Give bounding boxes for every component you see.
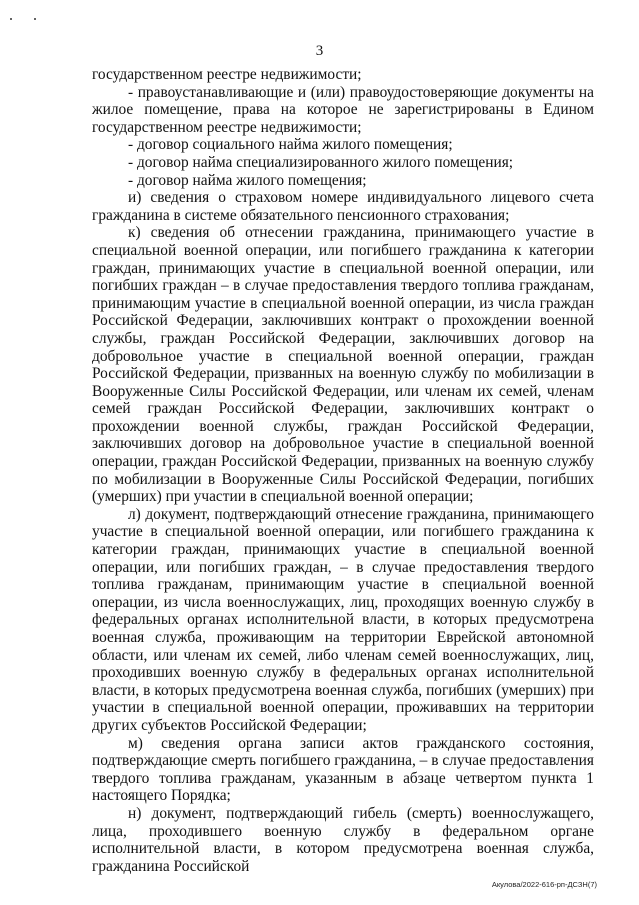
scan-speck [34, 18, 36, 20]
paragraph: и) сведения о страховом номере индивидуального лицевого счета гражданина в системе обязательного пенсионного страхования; [92, 189, 594, 224]
document-body [92, 66, 594, 875]
paragraph: - договор социального найма жилого помещения; [128, 136, 453, 154]
paragraph: - договор найма специализированного жилого помещения; [128, 153, 514, 171]
footer-document-code: Акулова/2022-616-рп-ДСЗН(7) [491, 880, 597, 889]
paragraph: к) сведения об отнесении гражданина, принимающего участие в специальной военной операции, или погибшего гражданина к категории граждан, принимающих участие в специальной военной операции, или погибших граждан – в случае предоставления твердого топлива гражданам, принимающим участие в специальной военной операции, из числа граждан Российской Федерации, заключивших контракт о прохождении военной службы, граждан Российской Федерации, заключивших договор на добровольное участие в специальной военной операции, граждан Российской Федерации, призванных на военную службу по мобилизации в Вооруженные Силы Российской Федерации, или членам их семей, членам семей граждан Российской Федерации, заключивших контракт о прохождении военной службы, граждан Российской Федерации, заключивших договор на добровольное участие в специальной военной операции, граждан Российской Федерации, призванных на военную службу по мобилизации в Вооруженные Силы Российской Федерации, погибших (умерших) при участии в специальной военной операции; [92, 224, 594, 506]
paragraph: л) документ, подтверждающий отнесение гражданина, принимающего участие в специальной военной операции, или погибшего гражданина к категории граждан, принимающих участие в специальной военной операции, или погибших граждан, – в случае предоставления твердого топлива гражданам, принимающим участие в специальной военной операции, из числа военнослужащих, лиц, проходящих военную службу в федеральных органах исполнительной власти, в которых предусмотрена военная служба, проживающим на территории Еврейской автономной области, или членам их семей, либо членам семей военнослужащих, лиц, проходивших военную службу в федеральных органах исполнительной власти, в которых предусмотрена военная служба, погибших (умерших) при участии в специальной военной операции, проживавших на территории других субъектов Российской Федерации; [92, 505, 594, 734]
paragraph: - правоустанавливающие и (или) правоудостоверяющие документы на жилое помещение, права на которое не зарегистрированы в Едином государственном реестре недвижимости; [92, 83, 594, 136]
paragraph: м) сведения органа записи актов гражданского состояния, подтверждающие смерть погибшего гражданина, – в случае предоставления твердого топлива гражданам, указанным в абзаце четвертом пункта 1 настоящего Порядка; [92, 734, 594, 805]
paragraph: н) документ, подтверждающий гибель (смерть) военнослужащего, лица, проходившего военную службу в федеральном органе исполнительной власти, в котором предусмотрена военная служба, гражданина Российской [92, 804, 594, 875]
page-number: 3 [315, 43, 324, 59]
scan-speck [10, 18, 12, 20]
paragraph: государственном реестре недвижимости; [92, 66, 362, 83]
paragraph: - договор найма жилого помещения; [128, 171, 367, 189]
